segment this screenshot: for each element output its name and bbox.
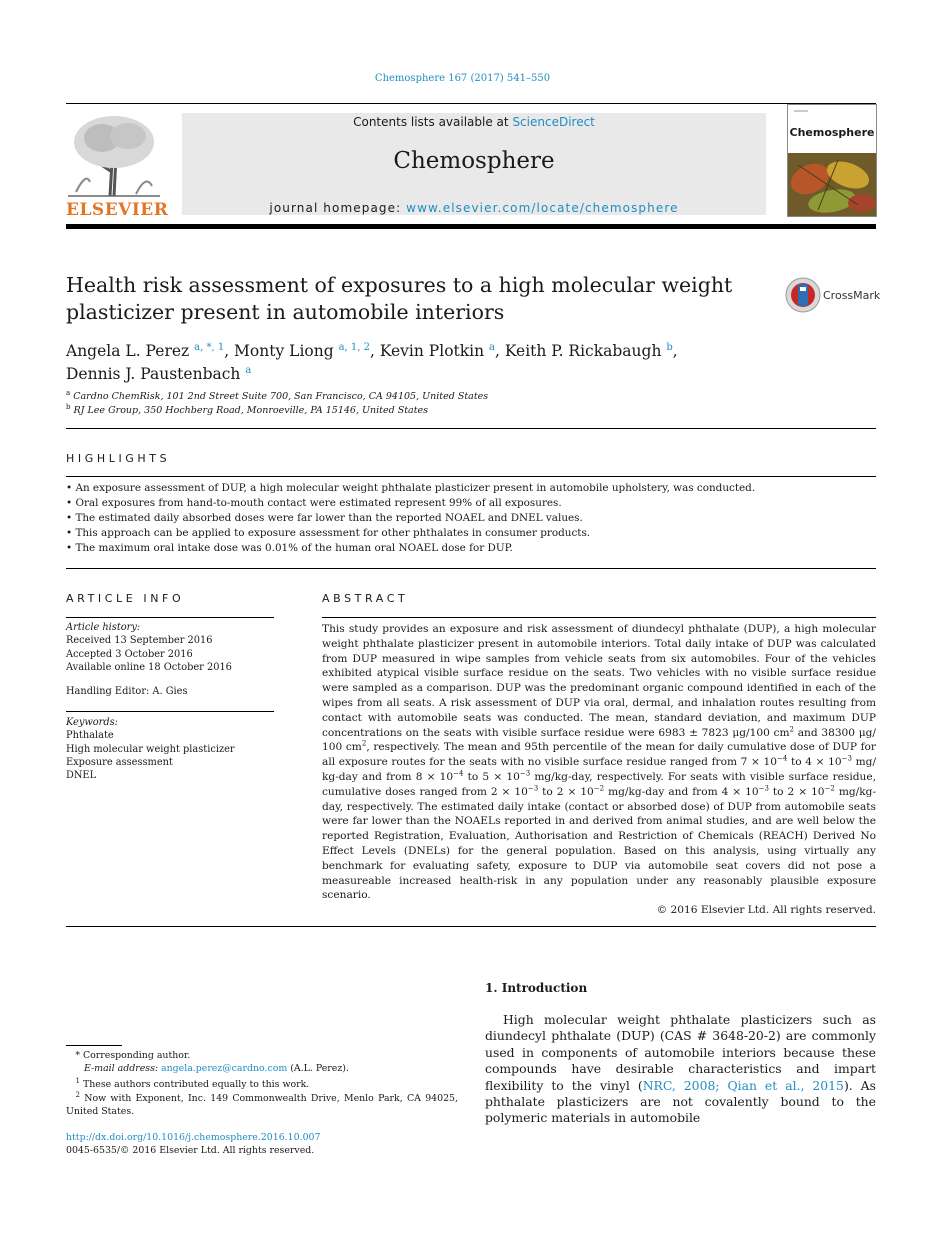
online-date: Available online 18 October 2016 (66, 661, 232, 673)
author-name[interactable]: Monty Liong (234, 342, 334, 361)
highlights-heading: HIGHLIGHTS (66, 452, 171, 465)
author-list (66, 338, 766, 384)
divider (66, 617, 274, 618)
footnote-email: E-mail address: angela.perez@cardno.com (A.L. Perez). (84, 1063, 349, 1074)
keywords (66, 716, 276, 782)
highlight-item: • This approach can be applied to exposure assessment for other phthalates in consumer products. (66, 527, 591, 539)
article-info-heading: ARTICLE INFO (66, 592, 185, 605)
author-name[interactable]: Dennis J. Paustenbach (66, 365, 241, 384)
email-link[interactable]: angela.perez@cardno.com (161, 1063, 288, 1074)
doi-link[interactable]: http://dx.doi.org/10.1016/j.chemosphere.2016.10.007 (66, 1132, 321, 1143)
crossmark-badge[interactable] (785, 277, 821, 313)
homepage-link[interactable]: www.elsevier.com/locate/chemosphere (406, 201, 679, 215)
author-name[interactable]: Kevin Plotkin (379, 342, 485, 361)
elsevier-tree-icon (66, 112, 162, 198)
cover-leaves-icon (788, 105, 876, 216)
intro-reference-link[interactable]: NRC, 2008; Qian et al., 2015 (642, 1077, 844, 1093)
received-date: Received 13 September 2016 (66, 635, 213, 647)
keyword: DNEL (66, 770, 97, 782)
journal-cover[interactable] (787, 104, 877, 217)
highlight-item: • An exposure assessment of DUP, a high molecular weight phthalate plasticizer present in automobile upholstery, was conducted. (66, 482, 756, 494)
keyword: Exposure assessment (66, 756, 173, 768)
highlights-list (66, 481, 876, 556)
affiliation (66, 403, 428, 416)
divider (322, 617, 876, 618)
author-separator: , (369, 342, 380, 361)
author-marks[interactable]: a (489, 342, 495, 353)
cover-title: Chemosphere (789, 126, 875, 139)
divider (66, 568, 876, 569)
article-title: Health risk assessment of exposures to a high molecular weight plasticizer present in automobile interiors (66, 273, 733, 324)
author-marks[interactable]: a, 1, 2 (338, 342, 370, 353)
highlight-item: • The estimated daily absorbed doses were far lower than the reported NOAEL and DNEL values. (66, 512, 583, 524)
footnote-2: $^2$ Now with Exponent, Inc. 149 Commonwealth Drive, Menlo Park, CA 94025, United States. (66, 1091, 458, 1118)
footnote-rule (66, 1045, 122, 1046)
author-separator: , (224, 342, 235, 361)
intro-heading: 1. Introduction (485, 981, 588, 995)
handling-editor: Handling Editor: A. Gies (66, 686, 188, 697)
affiliation-text: RJ Lee Group, 350 Hochberg Road, Monroeville, PA 15146, United States (73, 405, 429, 417)
accepted-date: Accepted 3 October 2016 (66, 648, 193, 660)
divider (66, 711, 274, 712)
footnote-corresponding: * Corresponding author. (75, 1050, 191, 1061)
homepage-line (182, 201, 766, 215)
divider (66, 926, 876, 927)
affiliation-mark: b (66, 403, 71, 411)
article-history (66, 621, 276, 674)
divider (66, 476, 876, 477)
elsevier-logo (66, 112, 162, 198)
sciencedirect-link[interactable]: ScienceDirect (512, 115, 595, 129)
journal-citation-link[interactable]: Chemosphere 167 (2017) 541–550 (374, 73, 551, 84)
crossmark-icon (785, 277, 821, 313)
highlight-item: • Oral exposures from hand-to-mouth contact were estimated represent 99% of all exposures. (66, 497, 562, 509)
divider (66, 428, 876, 429)
issn-line: 0045-6535/© 2016 Elsevier Ltd. All rights reserved. (66, 1145, 315, 1156)
author-name[interactable]: Angela L. Perez (66, 342, 190, 361)
author-marks[interactable]: b (666, 342, 673, 353)
highlight-item: • The maximum oral intake dose was 0.01% of the human oral NOAEL dose for DUP. (66, 542, 513, 554)
author-marks[interactable]: a, *, 1 (194, 342, 225, 353)
keyword: High molecular weight plasticizer (66, 743, 235, 755)
abstract-copyright: © 2016 Elsevier Ltd. All rights reserved. (656, 904, 876, 917)
affiliation (66, 389, 488, 402)
header-thick-rule (66, 224, 876, 229)
contents-prefix: Contents lists available at (353, 115, 513, 129)
homepage-prefix: journal homepage: (269, 201, 407, 215)
crossmark-label: CrossMark (823, 289, 881, 302)
keyword: Phthalate (66, 730, 114, 742)
author-separator: , (495, 342, 505, 361)
footnote-1: $^1$ These authors contributed equally to this work. (75, 1077, 310, 1091)
author-name[interactable]: Keith P. Rickabaugh (504, 342, 662, 361)
header-rule (66, 103, 876, 104)
author-marks[interactable]: a (245, 365, 252, 377)
history-label: Article history: (66, 622, 141, 633)
abstract-heading: ABSTRACT (322, 592, 409, 605)
intro-text: High molecular weight phthalate plasticizers such as diundecyl phthalate (DUP) (CAS # 3648-20-2) are commonly used in components of automobile interiors because these compounds have desirable characteristics and impart flexibility to the vinyl (NRC, 2008; Qian et al., 2015). As phthalate plasticizers are not covalently bound to the polymeric materials in automobile (485, 1012, 876, 1126)
affiliation-text: Cardno ChemRisk, 101 2nd Street Suite 700, San Francisco, CA 94105, United States (73, 391, 489, 403)
keywords-label: Keywords: (66, 717, 118, 728)
affiliation-mark: a (66, 389, 71, 397)
author-separator: , (672, 342, 678, 361)
publisher-name: ELSEVIER (66, 200, 169, 220)
contents-line (182, 115, 766, 129)
journal-name: Chemosphere (393, 148, 555, 174)
abstract-text: This study provides an exposure and risk assessment of diundecyl phthalate (DUP), a high molecular weight phthalate plasticizer present in automobile interiors. Total daily intake of DUP was calculated from DUP measured in wipe samples from vehicle seats from six automobiles. Four of the vehicles exhibited atypical visible surface residue on the seats. Two vehicles with no visible surface residue were sampled as a comparison. DUP was the predominant organic compound identified in each of the wipes from all seats. A risk assessment of DUP via oral, dermal, and inhalation routes resulting from contact with automobile seats was conducted. The mean, standard deviation, and maximum DUP concentrations on the seats with visible surface residue were 6983 ± 7823 μg/100 $cm^2$ and 38300 μg/ 100 $cm^2$, respectively. The mean and 95th percentile of the mean for daily cumulative dose of DUP for all exposure routes for the seats with no visible surface residue ranged from $7 \times 10^{-4}$ to $4 \times 10^{-3}$ mg/ kg-day and from $8 \times 10^{-4}$ to $5 \times 10^{-3}$ mg/kg-day, respectively. For seats with visible surface residue, cumulative doses ranged from $2 \times 10^{-3}$ to $2 \times 10^{-2}$ mg/kg-day and from $4 \times 10^{-3}$ to $2 \times 10^{-2}$ mg/kg-day, respectively. The estimated daily intake (contact or absorbed dose) of DUP from automobile seats were far lower than the NOAELs reported in and derived from animal studies, and are well below the reported Registration, Evaluation, Authorisation and Restriction of Chemicals (REACH) Derived No Effect Levels (DNELs) for the general population. Based on this analysis, using virtually any benchmark for evaluating safety, exposure to DUP via automobile seat covers did not pose a measureable increased health-risk in any population under any reasonably plausible exposure scenario. © 2016 Elsevier Ltd. All rights reserved. (322, 623, 877, 917)
